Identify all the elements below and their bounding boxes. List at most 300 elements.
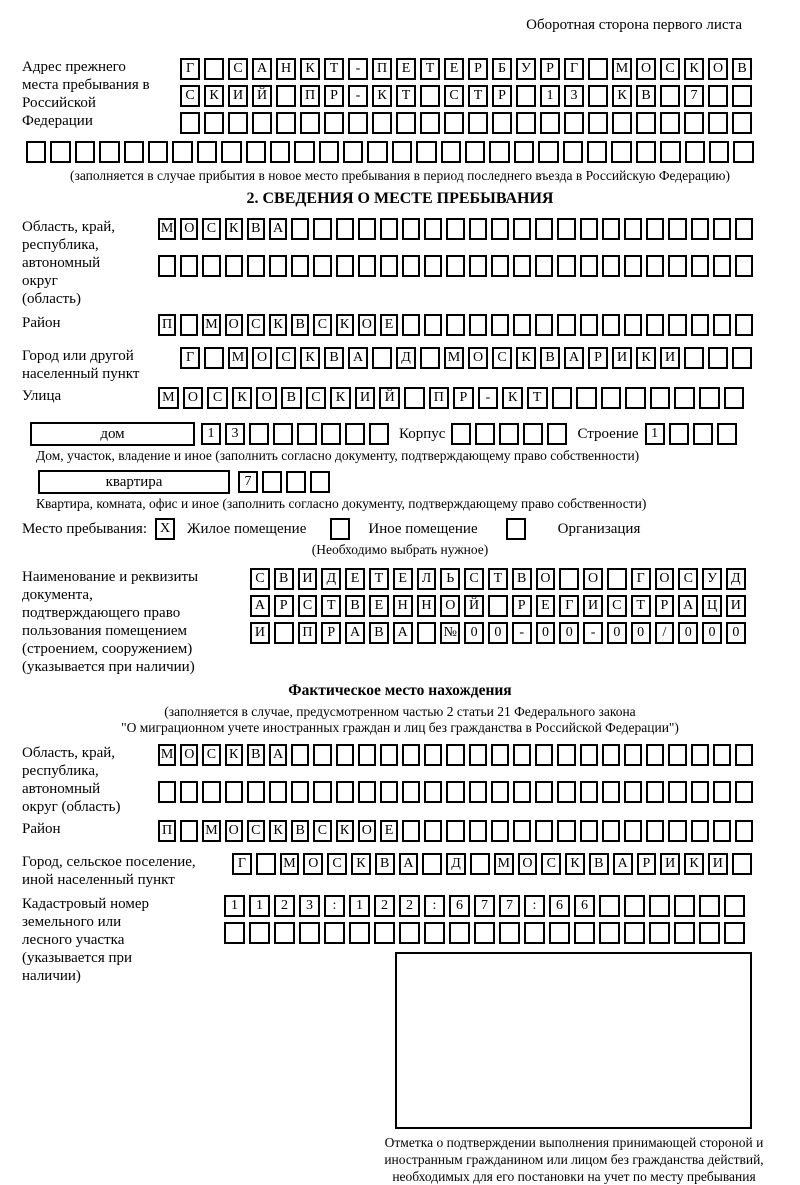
char-cell: - <box>348 85 368 107</box>
char-cell <box>451 423 471 445</box>
char-cell <box>349 922 370 944</box>
cadastral-field <box>0 895 800 1185</box>
char-cell: С <box>492 347 512 369</box>
apartment-note: Квартира, комната, офис и иное (заполнить согласно документу, подтверждающему право собственности) <box>36 496 647 511</box>
char-cell: П <box>300 85 320 107</box>
char-cell: В <box>345 595 365 617</box>
char-cell <box>446 744 464 766</box>
char-cell <box>576 387 597 409</box>
char-cell <box>399 922 420 944</box>
char-cell: М <box>158 744 176 766</box>
char-cell <box>580 781 598 803</box>
settlement-label: Город, сельское поселение, иной населенный пункт <box>22 854 196 888</box>
char-cell <box>313 218 331 240</box>
house-row <box>30 422 800 446</box>
char-cell <box>499 922 520 944</box>
char-cell <box>574 922 595 944</box>
char-cell: В <box>274 568 294 590</box>
stroenie-label: Строение <box>577 426 639 442</box>
char-cell: О <box>256 387 277 409</box>
char-cell <box>625 387 646 409</box>
char-cell <box>424 314 442 336</box>
char-cell <box>646 218 664 240</box>
char-cell <box>469 218 487 240</box>
char-cell <box>372 347 392 369</box>
stay-checkbox-inoe <box>330 518 354 540</box>
char-cell: 7 <box>474 895 495 917</box>
char-cell: А <box>250 595 270 617</box>
char-cell: Н <box>393 595 413 617</box>
char-cell <box>535 255 553 277</box>
prev-address-row-2 <box>180 85 756 107</box>
char-cell <box>225 255 243 277</box>
char-cell <box>580 255 598 277</box>
char-cell <box>465 141 485 163</box>
char-cell <box>273 423 293 445</box>
char-cell: С <box>276 347 296 369</box>
char-cell <box>475 423 495 445</box>
char-cell: 7 <box>499 895 520 917</box>
char-cell: Т <box>420 58 440 80</box>
char-cell: А <box>399 853 419 875</box>
char-cell: К <box>225 744 243 766</box>
char-cell: А <box>269 218 287 240</box>
char-cell <box>252 112 272 134</box>
char-cell: Й <box>252 85 272 107</box>
char-cell <box>367 141 387 163</box>
char-cell <box>607 568 627 590</box>
char-cell <box>499 423 519 445</box>
settlement-row <box>232 853 756 875</box>
char-cell <box>513 255 531 277</box>
char-cell: Р <box>588 347 608 369</box>
char-cell: М <box>228 347 248 369</box>
char-cell <box>735 218 753 240</box>
char-cell <box>513 781 531 803</box>
char-cell <box>733 141 753 163</box>
char-cell: С <box>247 314 265 336</box>
char-cell <box>624 895 645 917</box>
char-cell: X <box>155 518 175 540</box>
char-cell: 6 <box>549 895 570 917</box>
char-cell: П <box>429 387 450 409</box>
char-cell <box>717 423 737 445</box>
char-cell <box>708 85 728 107</box>
char-cell <box>732 85 752 107</box>
char-cell <box>402 820 420 842</box>
district-label: Район <box>22 315 61 331</box>
char-cell: К <box>232 387 253 409</box>
char-cell: 0 <box>464 622 484 644</box>
char-cell: В <box>375 853 395 875</box>
char-cell: А <box>613 853 633 875</box>
char-cell <box>313 255 331 277</box>
char-cell: С <box>306 387 327 409</box>
street-label: Улица <box>22 388 62 404</box>
char-cell: А <box>345 622 365 644</box>
char-cell: С <box>313 314 331 336</box>
stamp-box <box>395 952 752 1129</box>
char-cell: : <box>324 895 345 917</box>
char-cell <box>449 922 470 944</box>
char-cell: С <box>298 595 318 617</box>
char-cell <box>735 820 753 842</box>
char-cell <box>404 387 425 409</box>
char-cell <box>674 895 695 917</box>
char-cell <box>470 853 490 875</box>
char-cell: - <box>512 622 532 644</box>
char-cell <box>580 744 598 766</box>
prev-address-row-3 <box>180 112 756 134</box>
char-cell: К <box>516 347 536 369</box>
city-row <box>180 347 756 369</box>
char-cell <box>276 85 296 107</box>
char-cell <box>291 255 309 277</box>
char-cell: К <box>351 853 371 875</box>
char-cell <box>324 112 344 134</box>
char-cell <box>646 781 664 803</box>
char-cell <box>563 141 583 163</box>
house-number-cells <box>201 423 393 445</box>
char-cell: И <box>298 568 318 590</box>
char-cell: С <box>660 58 680 80</box>
char-cell: К <box>330 387 351 409</box>
char-cell: Г <box>232 853 252 875</box>
char-cell: Т <box>527 387 548 409</box>
district-field <box>0 314 800 341</box>
char-cell <box>202 255 220 277</box>
char-cell <box>557 314 575 336</box>
char-cell <box>636 112 656 134</box>
char-cell: К <box>204 85 224 107</box>
char-cell: 7 <box>238 471 258 493</box>
document-row-1 <box>250 568 750 590</box>
char-cell <box>300 112 320 134</box>
fact-district-label: Район <box>22 821 61 837</box>
char-cell: 3 <box>299 895 320 917</box>
char-cell <box>416 141 436 163</box>
char-cell: Ь <box>440 568 460 590</box>
char-cell <box>424 218 442 240</box>
char-cell: Е <box>393 568 413 590</box>
char-cell <box>513 744 531 766</box>
char-cell: С <box>228 58 248 80</box>
char-cell: С <box>464 568 484 590</box>
char-cell: К <box>300 58 320 80</box>
char-cell <box>313 744 331 766</box>
char-cell <box>392 141 412 163</box>
char-cell: Е <box>369 595 389 617</box>
char-cell <box>602 255 620 277</box>
char-cell <box>713 744 731 766</box>
char-cell: К <box>269 820 287 842</box>
char-cell: О <box>536 568 556 590</box>
char-cell <box>724 922 745 944</box>
char-cell: 0 <box>488 622 508 644</box>
char-cell <box>444 112 464 134</box>
char-cell: О <box>183 387 204 409</box>
char-cell: О <box>583 568 603 590</box>
char-cell: П <box>298 622 318 644</box>
char-cell <box>491 218 509 240</box>
street-row <box>158 387 748 409</box>
prev-address-field <box>0 58 800 139</box>
char-cell <box>649 922 670 944</box>
char-cell <box>523 423 543 445</box>
char-cell: Т <box>324 58 344 80</box>
char-cell <box>691 218 709 240</box>
char-cell: 1 <box>540 85 560 107</box>
char-cell: М <box>158 218 176 240</box>
char-cell: Т <box>468 85 488 107</box>
char-cell: В <box>540 347 560 369</box>
char-cell: В <box>291 820 309 842</box>
char-cell <box>735 744 753 766</box>
char-cell: Й <box>464 595 484 617</box>
prev-address-row-1 <box>180 58 756 80</box>
char-cell <box>601 387 622 409</box>
char-cell <box>624 820 642 842</box>
char-cell <box>469 314 487 336</box>
city-label: Город или другой населенный пункт <box>22 348 140 382</box>
char-cell <box>420 347 440 369</box>
char-cell <box>602 314 620 336</box>
char-cell <box>180 255 198 277</box>
char-cell <box>708 112 728 134</box>
char-cell: 0 <box>536 622 556 644</box>
char-cell: И <box>228 85 248 107</box>
char-cell: Т <box>488 568 508 590</box>
char-cell: Д <box>726 568 746 590</box>
char-cell <box>396 112 416 134</box>
char-cell: О <box>358 314 376 336</box>
char-cell: К <box>269 314 287 336</box>
char-cell <box>246 141 266 163</box>
char-cell: Р <box>274 595 294 617</box>
char-cell <box>148 141 168 163</box>
char-cell: А <box>564 347 584 369</box>
char-cell <box>709 141 729 163</box>
fact-district-field <box>0 820 800 847</box>
char-cell <box>735 781 753 803</box>
char-cell <box>735 255 753 277</box>
char-cell: Г <box>564 58 584 80</box>
char-cell <box>602 744 620 766</box>
char-cell: Н <box>417 595 437 617</box>
char-cell: К <box>225 218 243 240</box>
char-cell <box>684 112 704 134</box>
char-cell <box>180 112 200 134</box>
char-cell <box>402 255 420 277</box>
char-cell <box>446 820 464 842</box>
char-cell: Р <box>321 622 341 644</box>
char-cell: 1 <box>249 895 270 917</box>
char-cell: К <box>502 387 523 409</box>
char-cell <box>50 141 70 163</box>
char-cell: 3 <box>225 423 245 445</box>
char-cell <box>713 218 731 240</box>
char-cell <box>549 922 570 944</box>
char-cell <box>380 218 398 240</box>
char-cell: 7 <box>684 85 704 107</box>
char-cell <box>580 314 598 336</box>
char-cell <box>420 85 440 107</box>
char-cell <box>514 141 534 163</box>
char-cell: А <box>269 744 287 766</box>
char-cell <box>291 781 309 803</box>
char-cell <box>535 314 553 336</box>
char-cell <box>372 112 392 134</box>
char-cell <box>75 141 95 163</box>
fact-title: Фактическое место нахождения <box>288 682 512 699</box>
char-cell <box>557 744 575 766</box>
cadastral-row-1 <box>224 895 764 917</box>
char-cell <box>636 141 656 163</box>
char-cell: - <box>583 622 603 644</box>
char-cell <box>691 820 709 842</box>
char-cell <box>424 255 442 277</box>
char-cell: В <box>324 347 344 369</box>
char-cell: А <box>678 595 698 617</box>
char-cell <box>650 387 671 409</box>
char-cell: Г <box>180 347 200 369</box>
char-cell <box>348 112 368 134</box>
char-cell: 1 <box>224 895 245 917</box>
char-cell: 0 <box>726 622 746 644</box>
char-cell <box>693 423 713 445</box>
char-cell: С <box>250 568 270 590</box>
char-cell <box>319 141 339 163</box>
stay-option-zhiloe-label: Жилое помещение <box>187 521 307 537</box>
char-cell: Е <box>380 820 398 842</box>
document-field <box>0 568 800 676</box>
char-cell <box>535 218 553 240</box>
char-cell <box>599 895 620 917</box>
char-cell <box>557 218 575 240</box>
fact-region-field <box>0 744 800 816</box>
char-cell: Е <box>396 58 416 80</box>
char-cell <box>446 781 464 803</box>
char-cell: С <box>607 595 627 617</box>
char-cell: М <box>202 314 220 336</box>
region-row-2 <box>158 255 757 277</box>
char-cell: У <box>702 568 722 590</box>
char-cell <box>446 255 464 277</box>
char-cell <box>180 314 198 336</box>
char-cell <box>557 255 575 277</box>
char-cell: М <box>158 387 179 409</box>
char-cell <box>380 255 398 277</box>
char-cell: К <box>300 347 320 369</box>
fact-region-label: Область, край, республика, автономный округ (область) <box>22 745 121 815</box>
char-cell: Р <box>655 595 675 617</box>
char-cell: О <box>440 595 460 617</box>
char-cell <box>491 820 509 842</box>
char-cell <box>417 622 437 644</box>
char-cell: И <box>708 853 728 875</box>
char-cell: А <box>393 622 413 644</box>
char-cell: 2 <box>274 895 295 917</box>
char-cell <box>674 387 695 409</box>
char-cell: М <box>280 853 300 875</box>
char-cell: Д <box>321 568 341 590</box>
char-cell: Р <box>512 595 532 617</box>
char-cell <box>668 218 686 240</box>
char-cell <box>294 141 314 163</box>
stay-type-row <box>22 518 800 540</box>
char-cell: К <box>336 314 354 336</box>
char-cell <box>380 744 398 766</box>
char-cell: 6 <box>449 895 470 917</box>
apartment-row <box>38 470 800 494</box>
char-cell <box>691 744 709 766</box>
korpus-cells <box>451 423 571 445</box>
char-cell: Е <box>444 58 464 80</box>
char-cell <box>402 314 420 336</box>
char-cell <box>564 112 584 134</box>
fact-region-row-2 <box>158 781 757 803</box>
prev-address-note: (заполняется в случае прибытия в новое место пребывания в период последнего въезда в Российскую Федерацию) <box>69 168 731 183</box>
char-cell: Е <box>345 568 365 590</box>
char-cell <box>588 58 608 80</box>
char-cell: О <box>225 314 243 336</box>
char-cell <box>291 218 309 240</box>
char-cell <box>557 781 575 803</box>
char-cell: Г <box>559 595 579 617</box>
char-cell: Д <box>396 347 416 369</box>
char-cell: О <box>252 347 272 369</box>
char-cell <box>321 423 341 445</box>
char-cell: Б <box>492 58 512 80</box>
char-cell: С <box>678 568 698 590</box>
char-cell <box>660 141 680 163</box>
region-row-1 <box>158 218 757 240</box>
char-cell <box>420 112 440 134</box>
apartment-box: квартира <box>38 470 230 494</box>
char-cell <box>691 314 709 336</box>
char-cell: И <box>583 595 603 617</box>
char-cell <box>204 347 224 369</box>
char-cell: 6 <box>574 895 595 917</box>
char-cell <box>559 568 579 590</box>
char-cell: 1 <box>349 895 370 917</box>
char-cell: И <box>355 387 376 409</box>
char-cell <box>358 218 376 240</box>
char-cell <box>538 141 558 163</box>
char-cell <box>713 314 731 336</box>
char-cell <box>270 141 290 163</box>
char-cell: В <box>512 568 532 590</box>
char-cell: С <box>247 820 265 842</box>
char-cell: М <box>202 820 220 842</box>
char-cell <box>158 781 176 803</box>
char-cell <box>424 922 445 944</box>
char-cell <box>424 820 442 842</box>
char-cell <box>624 218 642 240</box>
char-cell <box>588 112 608 134</box>
char-cell: И <box>250 622 270 644</box>
char-cell <box>724 895 745 917</box>
region-grid <box>158 218 757 282</box>
char-cell <box>580 218 598 240</box>
char-cell: Р <box>540 58 560 80</box>
fact-note-line2: "О миграционном учете иностранных граждан и лиц без гражданства в Российской Федерации") <box>121 720 679 735</box>
char-cell: Н <box>276 58 296 80</box>
char-cell <box>713 820 731 842</box>
char-cell <box>713 255 731 277</box>
stay-checkbox-zhiloe <box>155 518 179 540</box>
fact-region-row-1 <box>158 744 757 766</box>
